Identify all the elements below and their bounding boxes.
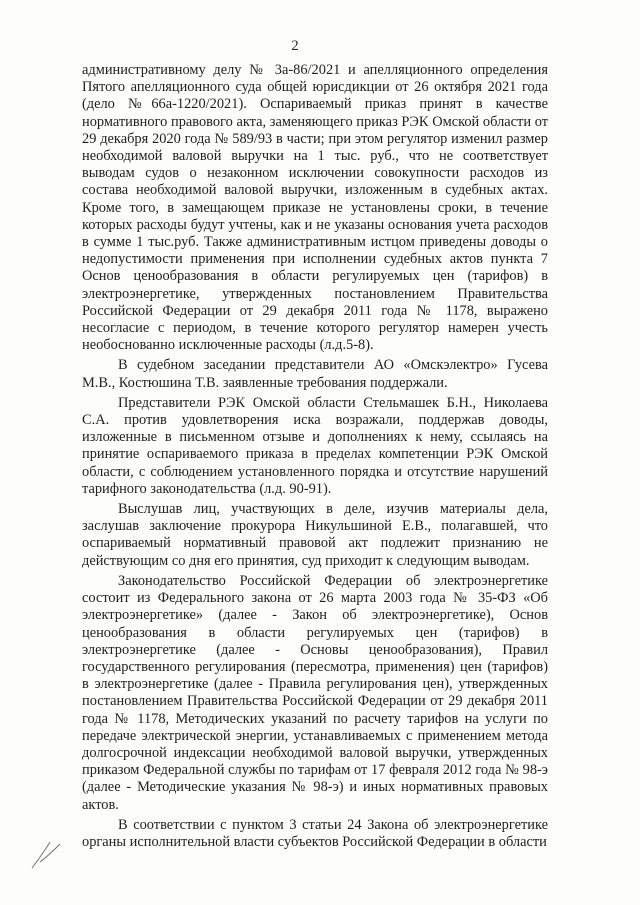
paragraph-court-conclusion: Выслушав лиц, участвующих в деле, изучив материалы дела, заслушав заключение прокурора Никульшиной Е.В., полагавшей, что оспариваемый нормативный правовой акт подлежит признанию не действующим со дня его принятия, суд приходит к следующим выводам. (82, 501, 548, 569)
page-number: 2 (291, 38, 299, 54)
paragraph-legislation: Законодательство Российской Федерации об электроэнергетике состоит из Федерального закона от 26 марта 2003 года № 35-ФЗ «Об электроэнергетике» (далее - Закон об электроэнергетике), Основ ценообразования в области регулируемых цен (тарифов) в электроэнергетике (далее - Основы ценообразования), Правил государственного регулирования (пересмотра, применения) цен (тарифов) в электроэнергетике (далее - Правила регулирования цен), утвержденных постановлением Правительства Российской Федерации от 29 декабря 2011 года № 1178, Методических указаний по расчету тарифов на услуги по передаче электрической энергии, устанавливаемых с применением метода долгосрочной индексации необходимой валовой выручки, утвержденных приказом Федеральной службы по тарифам от 17 февраля 2012 года № 98-э (далее - Методические указания № 98-э) и иных нормативных правовых актов. (82, 572, 548, 813)
pen-mark (26, 812, 66, 872)
paragraph-respondent-position: Представители РЭК Омской области Стельмашек Б.Н., Николаева С.А. против удовлетворения иска возражали, поддержав доводы, изложенные в письменном отзыве и дополнениях к нему, ссылаясь на принятие оспариваемого приказа в пределах компетенции РЭК Омской области, с соблюдением установленного порядка и отсутствие нарушений тарифного законодательства (л.д. 90-91). (82, 394, 548, 497)
paragraph-hearing: В судебном заседании представители АО «Омскэлектро» Гусева М.В., Костюшина Т.В. заявленные требования поддержали. (82, 357, 548, 391)
document-body (82, 62, 548, 851)
paragraph-continuation: административному делу № 3а-86/2021 и апелляционного определения Пятого апелляционного суда общей юрисдикции от 26 октября 2021 года (дело №66а-1220/2021). Оспариваемый приказ принят в качестве нормативного правового акта, заменяющего приказ РЭК Омской области от 29 декабря 2020 года № 589/93 в части; при этом регулятор изменил размер необходимой валовой выручки на 1 тыс. руб., что не соответствует выводам судов о незаконном исключении совокупности расходов из состава необходимой валовой выручки, изложенным в судебных актах. Кроме того, в замещающем приказе не установлены сроки, в течение которых расходы будут учтены, как и не указаны основания учета расходов в сумме 1 тыс.руб. Также административным истцом приведены доводы о недопустимости применения при исполнении судебных актов пункта 7 Основ ценообразования в области регулируемых цен (тарифов) в электроэнергетике, утвержденных постановлением Правительства Российской Федерации от 29 декабря 2011 года № 1178, выражено несогласие с периодом, в течение которого регулятор намерен учесть необоснованно исключенные расходы (л.д.5-8). (82, 62, 548, 354)
paragraph-article-24: В соответствии с пунктом 3 статьи 24 Закона об электроэнергетике органы исполнительной власти субъектов Российской Федерации в области (82, 816, 548, 850)
